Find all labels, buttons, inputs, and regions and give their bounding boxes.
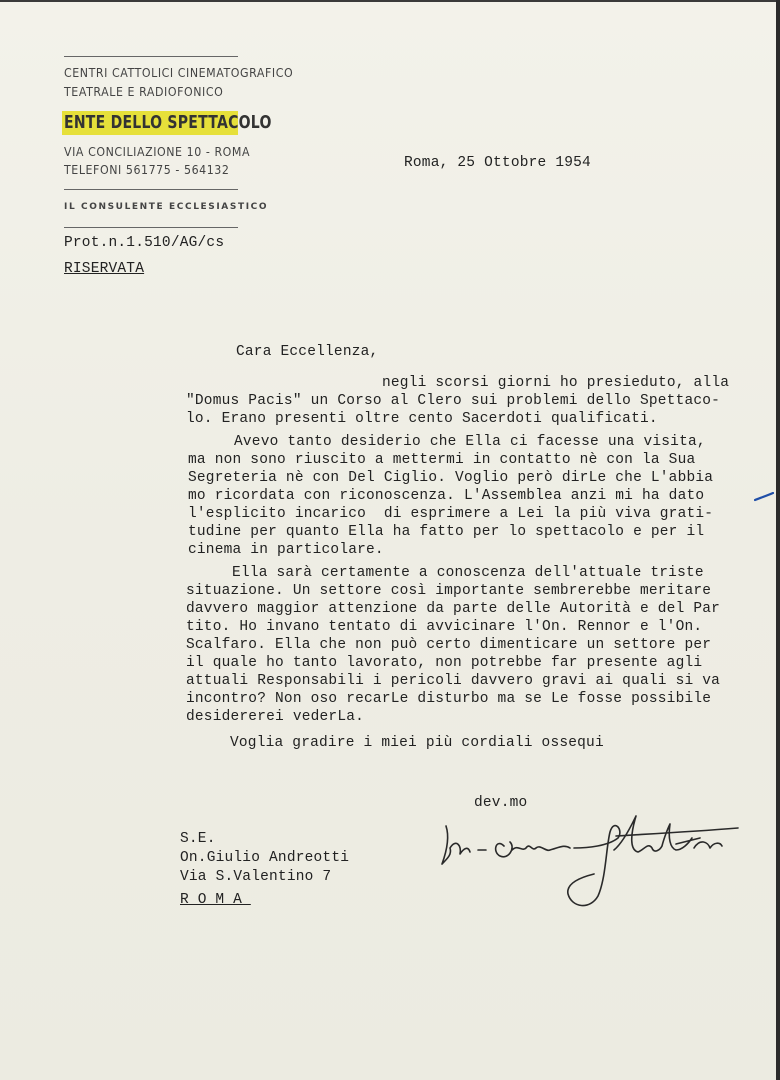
body-line: "Domus Pacis" un Corso al Clero sui problemi dello Spettaco- bbox=[186, 393, 721, 409]
recipient-street: Via S.Valentino 7 bbox=[180, 869, 332, 885]
letterhead-office: IL CONSULENTE ECCLESIASTICO bbox=[64, 202, 269, 212]
body-line: Avevo tanto desiderio che Ella ci facesse una visita, bbox=[234, 434, 706, 450]
recipient-city: ROMA bbox=[180, 892, 251, 908]
letterhead-address: VIA CONCILIAZIONE 10 - ROMA bbox=[64, 145, 251, 159]
recipient-name: On.Giulio Andreotti bbox=[180, 850, 350, 866]
letterhead-line1: CENTRI CATTOLICI CINEMATOGRAFICO bbox=[64, 66, 294, 80]
reference-number: Prot.n.1.510/AG/cs bbox=[64, 235, 225, 251]
place-date: Roma, 25 Ottobre 1954 bbox=[404, 155, 591, 171]
body-line: tito. Ho invano tentato di avvicinare l'On. Rennor e l'On. bbox=[186, 619, 703, 635]
body-line: Ella sarà certamente a conoscenza dell'attuale triste bbox=[232, 565, 704, 581]
body-line: lo. Erano presenti oltre cento Sacerdoti qualificati. bbox=[186, 411, 658, 427]
body-line: davvero maggior attenzione da parte delle Autorità e del Par bbox=[186, 601, 721, 617]
body-line: il quale ho tanto lavorato, non potrebbe far presente agli bbox=[186, 655, 703, 671]
body-line: incontro? Non oso recarLe disturbo ma se Le fosse possibile bbox=[186, 691, 712, 707]
valediction: dev.mo bbox=[474, 795, 528, 811]
body-line: mo ricordata con riconoscenza. L'Assemblea anzi mi ha dato bbox=[188, 488, 705, 504]
salutation: Cara Eccellenza, bbox=[236, 344, 379, 360]
organization-highlight bbox=[62, 111, 272, 135]
letterhead-line2: TEATRALE E RADIOFONICO bbox=[64, 85, 224, 99]
organization-name: ENTE DELLO SPETTACOLO bbox=[64, 112, 272, 133]
letterhead-rule-bottom bbox=[64, 227, 238, 228]
handwritten-signature bbox=[438, 808, 748, 918]
blue-pen-mark bbox=[754, 492, 774, 502]
body-line: tudine per quanto Ella ha fatto per lo spettacolo e per il bbox=[188, 524, 705, 540]
scan-top-edge bbox=[0, 0, 780, 2]
scan-right-edge bbox=[776, 0, 780, 1080]
body-line: l'esplicito incarico di esprimere a Lei la più viva grati- bbox=[188, 506, 714, 522]
body-line: negli scorsi giorni ho presieduto, alla bbox=[382, 375, 730, 391]
body-line: situazione. Un settore così importante sembrerebbe meritare bbox=[186, 583, 712, 599]
body-line: attuali Responsabili i pericoli davvero gravi ai quali si va bbox=[186, 673, 721, 689]
body-line: Segreteria nè con Del Ciglio. Voglio però dirLe che L'abbia bbox=[188, 470, 714, 486]
recipient-title: S.E. bbox=[180, 831, 216, 847]
letterhead-phones: TELEFONI 561775 - 564132 bbox=[64, 163, 230, 177]
classification: RISERVATA bbox=[64, 261, 145, 277]
letterhead-rule-middle bbox=[64, 189, 238, 190]
body-line: Scalfaro. Ella che non può certo dimenticare un settore per bbox=[186, 637, 712, 653]
body-line: ma non sono riuscito a mettermi in contatto nè con la Sua bbox=[188, 452, 696, 468]
body-line: desidererei vederLa. bbox=[186, 709, 365, 725]
letterhead-rule-top bbox=[64, 56, 238, 57]
body-line: cinema in particolare. bbox=[188, 542, 384, 558]
closing: Voglia gradire i miei più cordiali ossequi bbox=[230, 735, 604, 751]
